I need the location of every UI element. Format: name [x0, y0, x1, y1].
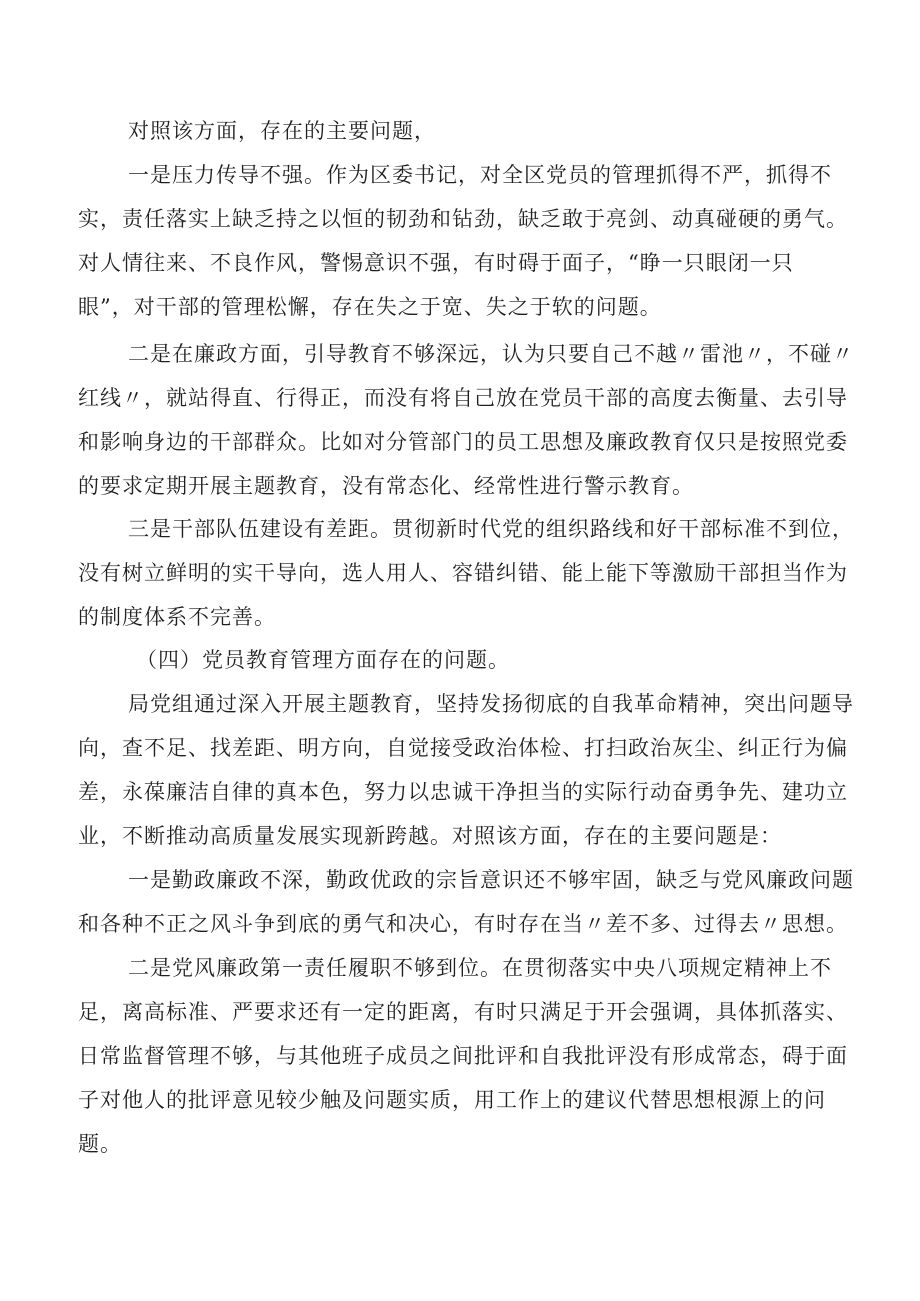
paragraph-line: 实，责任落实上缺乏持之以恒的韧劲和钻劲，缺乏敢于亮剑、动真碰硬的勇气。	[78, 207, 848, 231]
paragraph-line: 一是勤政廉政不深，勤政优政的宗旨意识还不够牢固，缺乏与党风廉政问题	[128, 868, 854, 892]
paragraph-line: 对人情往来、不良作风，警惕意识不强，有时碍于面子，“睁一只眼闭一只	[78, 251, 794, 275]
section-heading: （四）党员教育管理方面存在的问题。	[136, 648, 510, 672]
paragraph-line: 二是党风廉政第一责任履职不够到位。在贯彻落实中央八项规定精神上不	[128, 956, 832, 980]
paragraph-line: 题。	[78, 1132, 122, 1156]
paragraph-line: 的制度体系不完善。	[78, 605, 276, 629]
paragraph-line: 足，离高标准、严要求还有一定的距离，有时只满足于开会强调，具体抓落实、	[78, 1000, 848, 1024]
paragraph-line: 日常监督管理不够，与其他班子成员之间批评和自我批评没有形成常态，碍于面	[78, 1044, 848, 1068]
paragraph-line: 二是在廉政方面，引导教育不够深远，认为只要自己不越〃雷池〃，不碰〃	[128, 342, 854, 366]
paragraph-line: 一是压力传导不强。作为区委书记，对全区党员的管理抓得不严，抓得不	[128, 163, 832, 187]
paragraph-line: 的要求定期开展主题教育，没有常态化、经常性进行警示教育。	[78, 474, 694, 498]
paragraph-line: 业，不断推动高质量发展实现新跨越。对照该方面，存在的主要问题是：	[78, 824, 782, 848]
paragraph-line: 没有树立鲜明的实干导向，选人用人、容错纠错、能上能下等激励干部担当作为	[78, 561, 848, 585]
paragraph-line: 局党组通过深入开展主题教育，坚持发扬彻底的自我革命精神，突出问题导	[128, 692, 854, 716]
paragraph-line: 差，永葆廉洁自律的真本色，努力以忠诚干净担当的实际行动奋勇争先、建功立	[78, 780, 848, 804]
paragraph-line: 和各种不正之风斗争到底的勇气和决心，有时存在当〃差不多、过得去〃思想。	[78, 912, 848, 936]
paragraph-line: 向，查不足、找差距、明方向，自觉接受政治体检、打扫政治灰尘、纠正行为偏	[78, 736, 848, 760]
paragraph-line: 子对他人的批评意见较少触及问题实质，用工作上的建议代替思想根源上的问	[78, 1088, 826, 1112]
paragraph-line: 和影响身边的干部群众。比如对分管部门的员工思想及廉政教育仅只是按照党委	[78, 430, 848, 454]
paragraph-line: 三是干部队伍建设有差距。贯彻新时代党的组织路线和好干部标准不到位，	[128, 517, 854, 541]
paragraph-line: 眼”，对干部的管理松懈，存在失之于宽、失之于软的问题。	[78, 295, 662, 319]
paragraph-line: 对照该方面，存在的主要问题，	[128, 119, 436, 143]
paragraph-line: 红线〃，就站得直、行得正，而没有将自己放在党员干部的高度去衡量、去引导	[78, 386, 848, 410]
